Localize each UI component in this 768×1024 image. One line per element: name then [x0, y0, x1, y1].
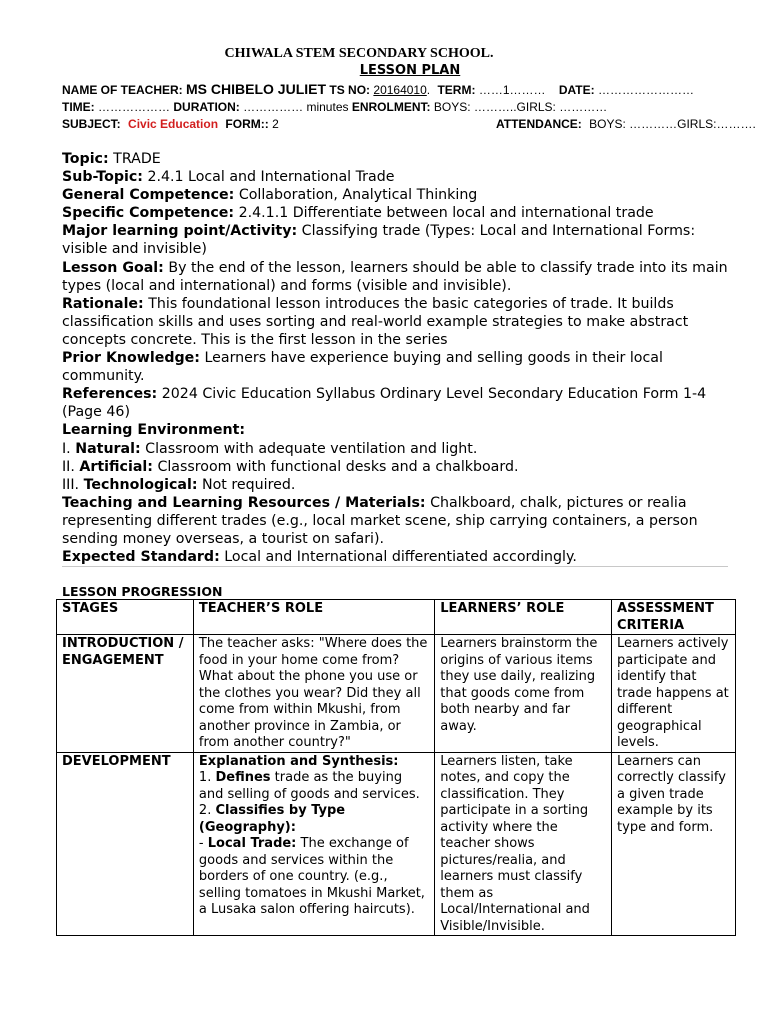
item1-label: Defines: [215, 770, 271, 785]
ts-value: 20164010: [373, 83, 427, 97]
item3-prefix: -: [198, 836, 204, 851]
topic-value: TRADE: [113, 151, 161, 167]
development-learners-role: Learners listen, take notes, and copy the classification. They participate in a sorting activity where the teacher shows pictures/realia, and learners must classify them as Local/International and Visible/Invisible.: [435, 752, 612, 936]
technological-value: Not required.: [202, 476, 296, 493]
development-heading: Explanation and Synthesis:: [198, 753, 399, 769]
artificial-label: Artificial:: [79, 458, 153, 475]
artificial-env-line: [62, 458, 730, 476]
subtopic-label: Sub-Topic:: [62, 169, 143, 186]
natural-env-line: [62, 440, 730, 458]
topic-label: Topic:: [62, 151, 109, 167]
technological-prefix: III.: [62, 476, 80, 493]
references-line: [62, 385, 730, 421]
references-value: 2024 Civic Education Syllabus Ordinary Level Secondary Education Form 1-4 (Page 46): [62, 386, 707, 421]
subtopic-line: [62, 168, 730, 186]
resources-label: Teaching and Learning Resources / Materials:: [62, 494, 426, 511]
duration-value: …………… minutes: [243, 100, 349, 114]
major-learning-point-line: [62, 222, 730, 258]
prior-knowledge-value: Learners have experience buying and selling goods in their local community.: [62, 350, 663, 385]
lesson-progression-title: LESSON PROGRESSION: [62, 584, 223, 599]
item3-label: Local Trade:: [207, 836, 297, 851]
natural-prefix: I.: [62, 440, 71, 457]
artificial-prefix: II.: [62, 458, 75, 475]
ts-label: TS NO:: [329, 83, 371, 97]
duration-label: DURATION:: [173, 100, 240, 114]
item2-prefix: 2.: [198, 803, 212, 818]
natural-label: Natural:: [75, 440, 141, 457]
specific-competence-line: [62, 204, 730, 222]
lesson-progression-table: [56, 599, 736, 936]
header-row-subject: [62, 116, 279, 132]
rationale-line: [62, 295, 730, 349]
subject-value: Civic Education: [128, 117, 219, 131]
expected-standard-line: [62, 548, 730, 566]
table-header-row: [57, 600, 736, 635]
table-row: [57, 752, 736, 936]
enrolment-label: ENROLMENT:: [351, 100, 431, 114]
references-label: References:: [62, 386, 158, 403]
table-row: [57, 635, 736, 753]
natural-value: Classroom with adequate ventilation and light.: [145, 440, 478, 457]
item3-text: The exchange of goods and services within the borders of one country. (e.g., selling tomatoes in Mkushi Market, a Lusaka salon offering haircuts).: [198, 836, 425, 917]
document-title: LESSON PLAN: [359, 63, 461, 78]
topic-line: [62, 150, 730, 168]
lesson-details: [62, 150, 730, 566]
major-learning-point-label: Major learning point/Activity:: [62, 223, 298, 240]
teacher-name: MS CHIBELO JULIET: [186, 81, 327, 97]
enrolment-value: BOYS: ………..GIRLS: …………: [433, 100, 608, 114]
term-label: TERM:: [437, 83, 476, 97]
time-value: ………………: [98, 100, 171, 114]
expected-standard-value: Local and International differentiated accordingly.: [224, 549, 577, 566]
subject-label: SUBJECT:: [62, 117, 121, 131]
item1-text: trade as the buying and selling of goods and services.: [198, 770, 420, 802]
attendance-value: BOYS: …………GIRLS:……….: [589, 117, 756, 131]
term-value: ……1………: [478, 83, 546, 97]
header-row-time: [62, 99, 607, 115]
header-attendance: [496, 116, 756, 132]
general-competence-line: [62, 186, 730, 204]
prior-knowledge-label: Prior Knowledge:: [62, 350, 200, 367]
technological-label: Technological:: [83, 476, 198, 493]
major-learning-point-value: Classifying trade (Types: Local and International Forms: visible and invisible): [62, 223, 696, 258]
resources-value: Chalkboard, chalk, pictures or realia representing different trades (e.g., local market scene, ship carrying containers, a person sending money overseas, a tourist on safari).: [62, 494, 698, 547]
specific-competence-value: 2.4.1.1 Differentiate between local and international trade: [238, 205, 654, 222]
development-teacher-role: [193, 752, 434, 936]
ts-after: .: [426, 83, 431, 97]
lesson-goal-label: Lesson Goal:: [62, 259, 164, 276]
date-label: DATE:: [558, 83, 595, 97]
stage-development: DEVELOPMENT: [57, 752, 194, 936]
technological-env-line: [62, 476, 730, 494]
development-item-defines: [199, 770, 429, 803]
header-teachers-role: TEACHER’S ROLE: [193, 600, 434, 635]
specific-competence-label: Specific Competence:: [62, 205, 235, 222]
form-value: 2: [272, 117, 279, 131]
header-learners-role: LEARNERS’ ROLE: [435, 600, 612, 635]
time-label: TIME:: [62, 100, 95, 114]
development-assessment: Learners can correctly classify a given trade example by its type and form.: [612, 752, 736, 936]
date-value: ……………………: [597, 83, 694, 97]
stage-introduction: INTRODUCTION / ENGAGEMENT: [57, 635, 194, 753]
prior-knowledge-line: [62, 349, 730, 385]
school-name: CHIWALA STEM SECONDARY SCHOOL.: [224, 46, 494, 61]
expected-standard-label: Expected Standard:: [62, 549, 220, 566]
development-item-classifies: [199, 803, 429, 836]
intro-assessment: Learners actively participate and identify that trade happens at different geographical levels.: [612, 635, 736, 753]
item2-label: Classifies by Type (Geography):: [198, 803, 346, 835]
header-stages: STAGES: [57, 600, 194, 635]
item1-prefix: 1.: [198, 770, 212, 785]
general-competence-label: General Competence:: [62, 187, 235, 204]
resources-line: [62, 494, 730, 548]
rationale-label: Rationale:: [62, 295, 144, 312]
lesson-goal-line: [62, 259, 730, 295]
subtopic-value: 2.4.1 Local and International Trade: [147, 169, 395, 186]
lesson-goal-value: By the end of the lesson, learners should be able to classify trade into its main types (local and international) and forms (visible and invisible).: [62, 259, 728, 294]
attendance-label: ATTENDANCE:: [496, 117, 582, 131]
artificial-value: Classroom with functional desks and a chalkboard.: [157, 458, 519, 475]
general-competence-value: Collaboration, Analytical Thinking: [238, 187, 478, 204]
intro-teacher-role: The teacher asks: "Where does the food in your home come from? What about the phone you use or the clothes you wear? Did they all come from within Mkushi, from another province in Zambia, or from another country?": [193, 635, 434, 753]
header-assessment-criteria: ASSESSMENT CRITERIA: [612, 600, 736, 635]
header-row-teacher: [62, 81, 694, 98]
rationale-value: This foundational lesson introduces the basic categories of trade. It builds classification skills and uses sorting and real-world example strategies to make abstract concepts concrete. This is the first lesson in the series: [62, 295, 689, 348]
section-divider: [62, 566, 728, 567]
form-label: FORM::: [225, 117, 269, 131]
teacher-label: NAME OF TEACHER:: [62, 83, 183, 97]
intro-learners-role: Learners brainstorm the origins of various items they use daily, realizing that goods come from both nearby and far away.: [435, 635, 612, 753]
learning-environment-heading: Learning Environment:: [62, 422, 246, 439]
development-item-local-trade: [199, 836, 429, 919]
